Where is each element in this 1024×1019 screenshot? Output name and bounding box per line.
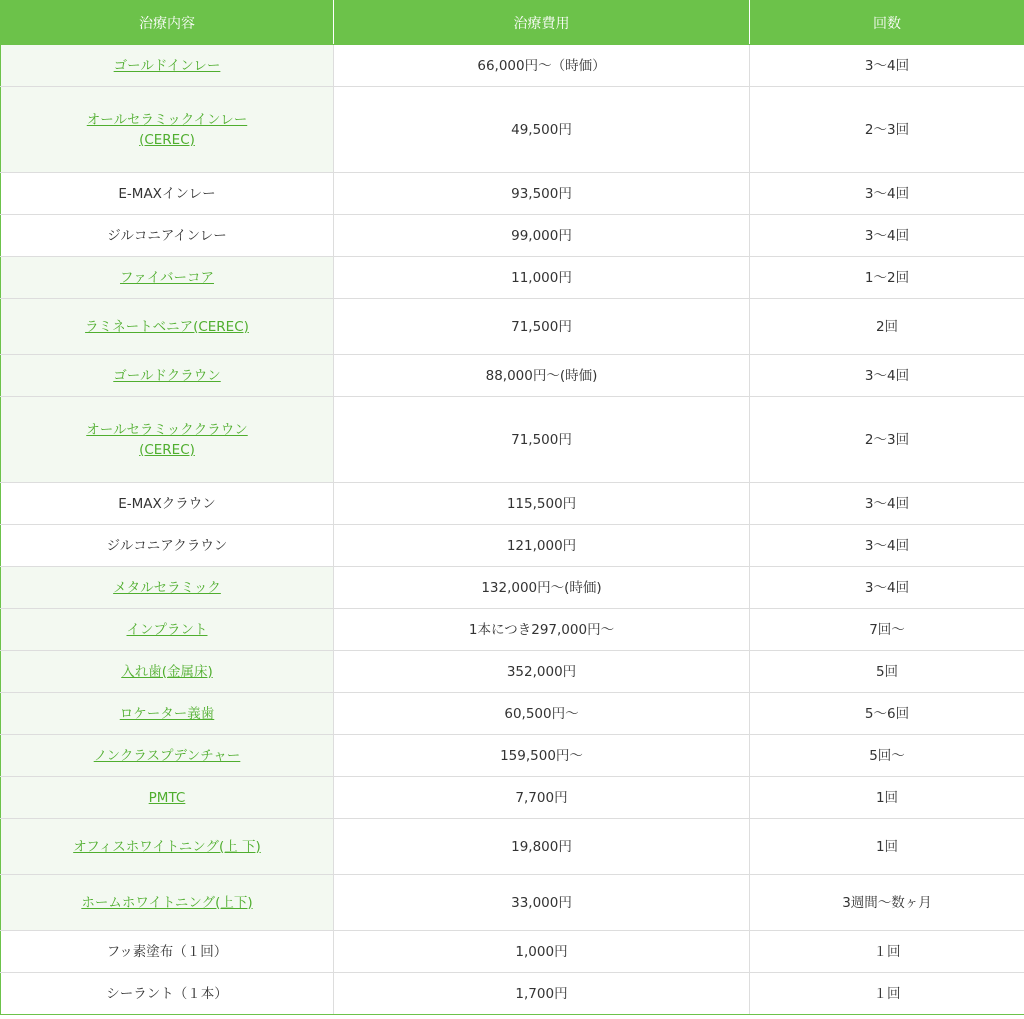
treatment-name-cell (1, 973, 334, 1015)
table-row (1, 609, 1024, 651)
treatment-name-cell (1, 777, 334, 819)
treatment-name-cell (1, 483, 334, 525)
table-row (1, 525, 1024, 567)
visit-count: 2～3回 (750, 87, 1024, 173)
treatment-name-line-2: (CEREC) (139, 131, 195, 148)
treatment-name-line: シーラント（１本） (106, 985, 228, 1002)
treatment-name-cell (1, 567, 334, 609)
treatment-name-cell (1, 651, 334, 693)
treatment-name-line: E-MAXクラウン (118, 495, 216, 512)
treatment-link[interactable] (85, 319, 249, 335)
table-row (1, 257, 1024, 299)
table-row (1, 87, 1024, 173)
treatment-name-line: オールセラミックインレー (86, 111, 248, 128)
visit-count: 1回 (750, 777, 1024, 819)
treatment-name-line: PMTC (148, 789, 186, 806)
treatment-name-cell (1, 693, 334, 735)
table-row (1, 777, 1024, 819)
treatment-name-cell (1, 215, 334, 257)
table-row (1, 483, 1024, 525)
treatment-name-line: ジルコニアインレー (107, 227, 227, 244)
treatment-price: 19,800円 (334, 819, 750, 875)
treatment-name-cell (1, 931, 334, 973)
visit-count: 1回 (750, 819, 1024, 875)
visit-count: 2～3回 (750, 397, 1024, 483)
header-treatment: 治療内容 (1, 1, 334, 45)
treatment-price: 132,000円～(時価) (334, 567, 750, 609)
treatment-price: 352,000円 (334, 651, 750, 693)
treatment-price: 159,500円～ (334, 735, 750, 777)
table-row (1, 735, 1024, 777)
visit-count: 3～4回 (750, 355, 1024, 397)
treatment-name-cell (1, 355, 334, 397)
visit-count: 3～4回 (750, 483, 1024, 525)
visit-count: 1～2回 (750, 257, 1024, 299)
treatment-link[interactable] (149, 790, 186, 806)
visit-count: 3週間～数ヶ月 (750, 875, 1024, 931)
table-row (1, 397, 1024, 483)
treatment-name-cell (1, 735, 334, 777)
treatment-price: 115,500円 (334, 483, 750, 525)
treatment-name-line: オールセラミッククラウン (86, 421, 248, 438)
visit-count: 3～4回 (750, 45, 1024, 87)
visit-count: 2回 (750, 299, 1024, 355)
visit-count: １回 (750, 973, 1024, 1015)
treatment-link[interactable] (81, 895, 252, 911)
treatment-name-line: ゴールドクラウン (113, 367, 221, 384)
treatment-name-line-2: (CEREC) (139, 441, 195, 458)
treatment-link[interactable] (113, 368, 220, 384)
treatment-name (118, 186, 215, 202)
table-row (1, 45, 1024, 87)
treatment-price: 1本につき297,000円～ (334, 609, 750, 651)
treatment-name-line: インプラント (126, 621, 208, 638)
treatment-name-cell (1, 819, 334, 875)
treatment-name-line: ゴールドインレー (113, 57, 221, 74)
visit-count: 3～4回 (750, 173, 1024, 215)
treatment-link[interactable] (120, 270, 214, 286)
visit-count: 3～4回 (750, 215, 1024, 257)
treatment-price: 1,000円 (334, 931, 750, 973)
table-body (1, 45, 1024, 1015)
visit-count: 3～4回 (750, 525, 1024, 567)
treatment-name-line: ホームホワイトニング(上下) (81, 894, 253, 911)
treatment-name (118, 496, 216, 512)
treatment-price: 1,700円 (334, 973, 750, 1015)
treatment-name-cell (1, 45, 334, 87)
table-row (1, 173, 1024, 215)
treatment-name-cell (1, 87, 334, 173)
treatment-name-cell (1, 875, 334, 931)
treatment-price: 121,000円 (334, 525, 750, 567)
table-row (1, 973, 1024, 1015)
treatment-name (107, 538, 228, 554)
treatment-name-cell (1, 609, 334, 651)
treatment-name-line: 入れ歯(金属床) (121, 663, 213, 680)
header-price: 治療費用 (334, 1, 750, 45)
treatment-price: 99,000円 (334, 215, 750, 257)
treatment-name-cell (1, 299, 334, 355)
treatment-link[interactable] (121, 664, 213, 680)
treatment-price: 88,000円～(時価) (334, 355, 750, 397)
treatment-name-line: メタルセラミック (113, 579, 221, 596)
treatment-name-cell (1, 173, 334, 215)
table-row (1, 819, 1024, 875)
treatment-price: 33,000円 (334, 875, 750, 931)
treatment-name-line: ノンクラスプデンチャー (93, 747, 241, 764)
table-row (1, 931, 1024, 973)
treatment-name-line: ジルコニアクラウン (106, 537, 228, 554)
treatment-link[interactable] (114, 58, 221, 74)
treatment-price: 60,500円～ (334, 693, 750, 735)
visit-count: 5回～ (750, 735, 1024, 777)
table-row (1, 567, 1024, 609)
treatment-name (107, 944, 228, 960)
table-row (1, 651, 1024, 693)
treatment-price: 7,700円 (334, 777, 750, 819)
treatment-price: 49,500円 (334, 87, 750, 173)
table-row (1, 299, 1024, 355)
visit-count: 5回 (750, 651, 1024, 693)
treatment-link[interactable] (120, 706, 215, 722)
visit-count: 5～6回 (750, 693, 1024, 735)
header-count: 回数 (750, 1, 1024, 45)
treatment-link[interactable] (73, 839, 261, 855)
treatment-link[interactable] (113, 580, 221, 596)
treatment-price: 93,500円 (334, 173, 750, 215)
table-row (1, 875, 1024, 931)
table-row (1, 355, 1024, 397)
treatment-name (106, 986, 228, 1002)
treatment-name-line: ラミネートベニア(CEREC) (85, 318, 249, 335)
treatment-name-line: フッ素塗布（１回） (106, 943, 228, 960)
treatment-name-line: E-MAXインレー (118, 185, 216, 202)
treatment-price: 71,500円 (334, 299, 750, 355)
table-row (1, 693, 1024, 735)
treatment-price: 11,000円 (334, 257, 750, 299)
treatment-link[interactable] (127, 622, 208, 638)
treatment-price: 71,500円 (334, 397, 750, 483)
visit-count: １回 (750, 931, 1024, 973)
treatment-name-line: ロケーター義歯 (119, 705, 215, 722)
treatment-name-cell (1, 525, 334, 567)
table-row (1, 215, 1024, 257)
visit-count: 3～4回 (750, 567, 1024, 609)
treatment-link[interactable] (87, 112, 247, 148)
treatment-name-cell (1, 397, 334, 483)
treatment-name (107, 228, 227, 244)
treatment-name-line: ファイバーコア (120, 269, 214, 286)
treatment-link[interactable] (86, 422, 247, 458)
treatment-name-line: オフィスホワイトニング(上 下) (73, 838, 261, 855)
treatment-price: 66,000円～（時価） (334, 45, 750, 87)
table-header-row (1, 1, 1024, 45)
visit-count: 7回～ (750, 609, 1024, 651)
treatment-name-cell (1, 257, 334, 299)
treatment-link[interactable] (94, 748, 241, 764)
